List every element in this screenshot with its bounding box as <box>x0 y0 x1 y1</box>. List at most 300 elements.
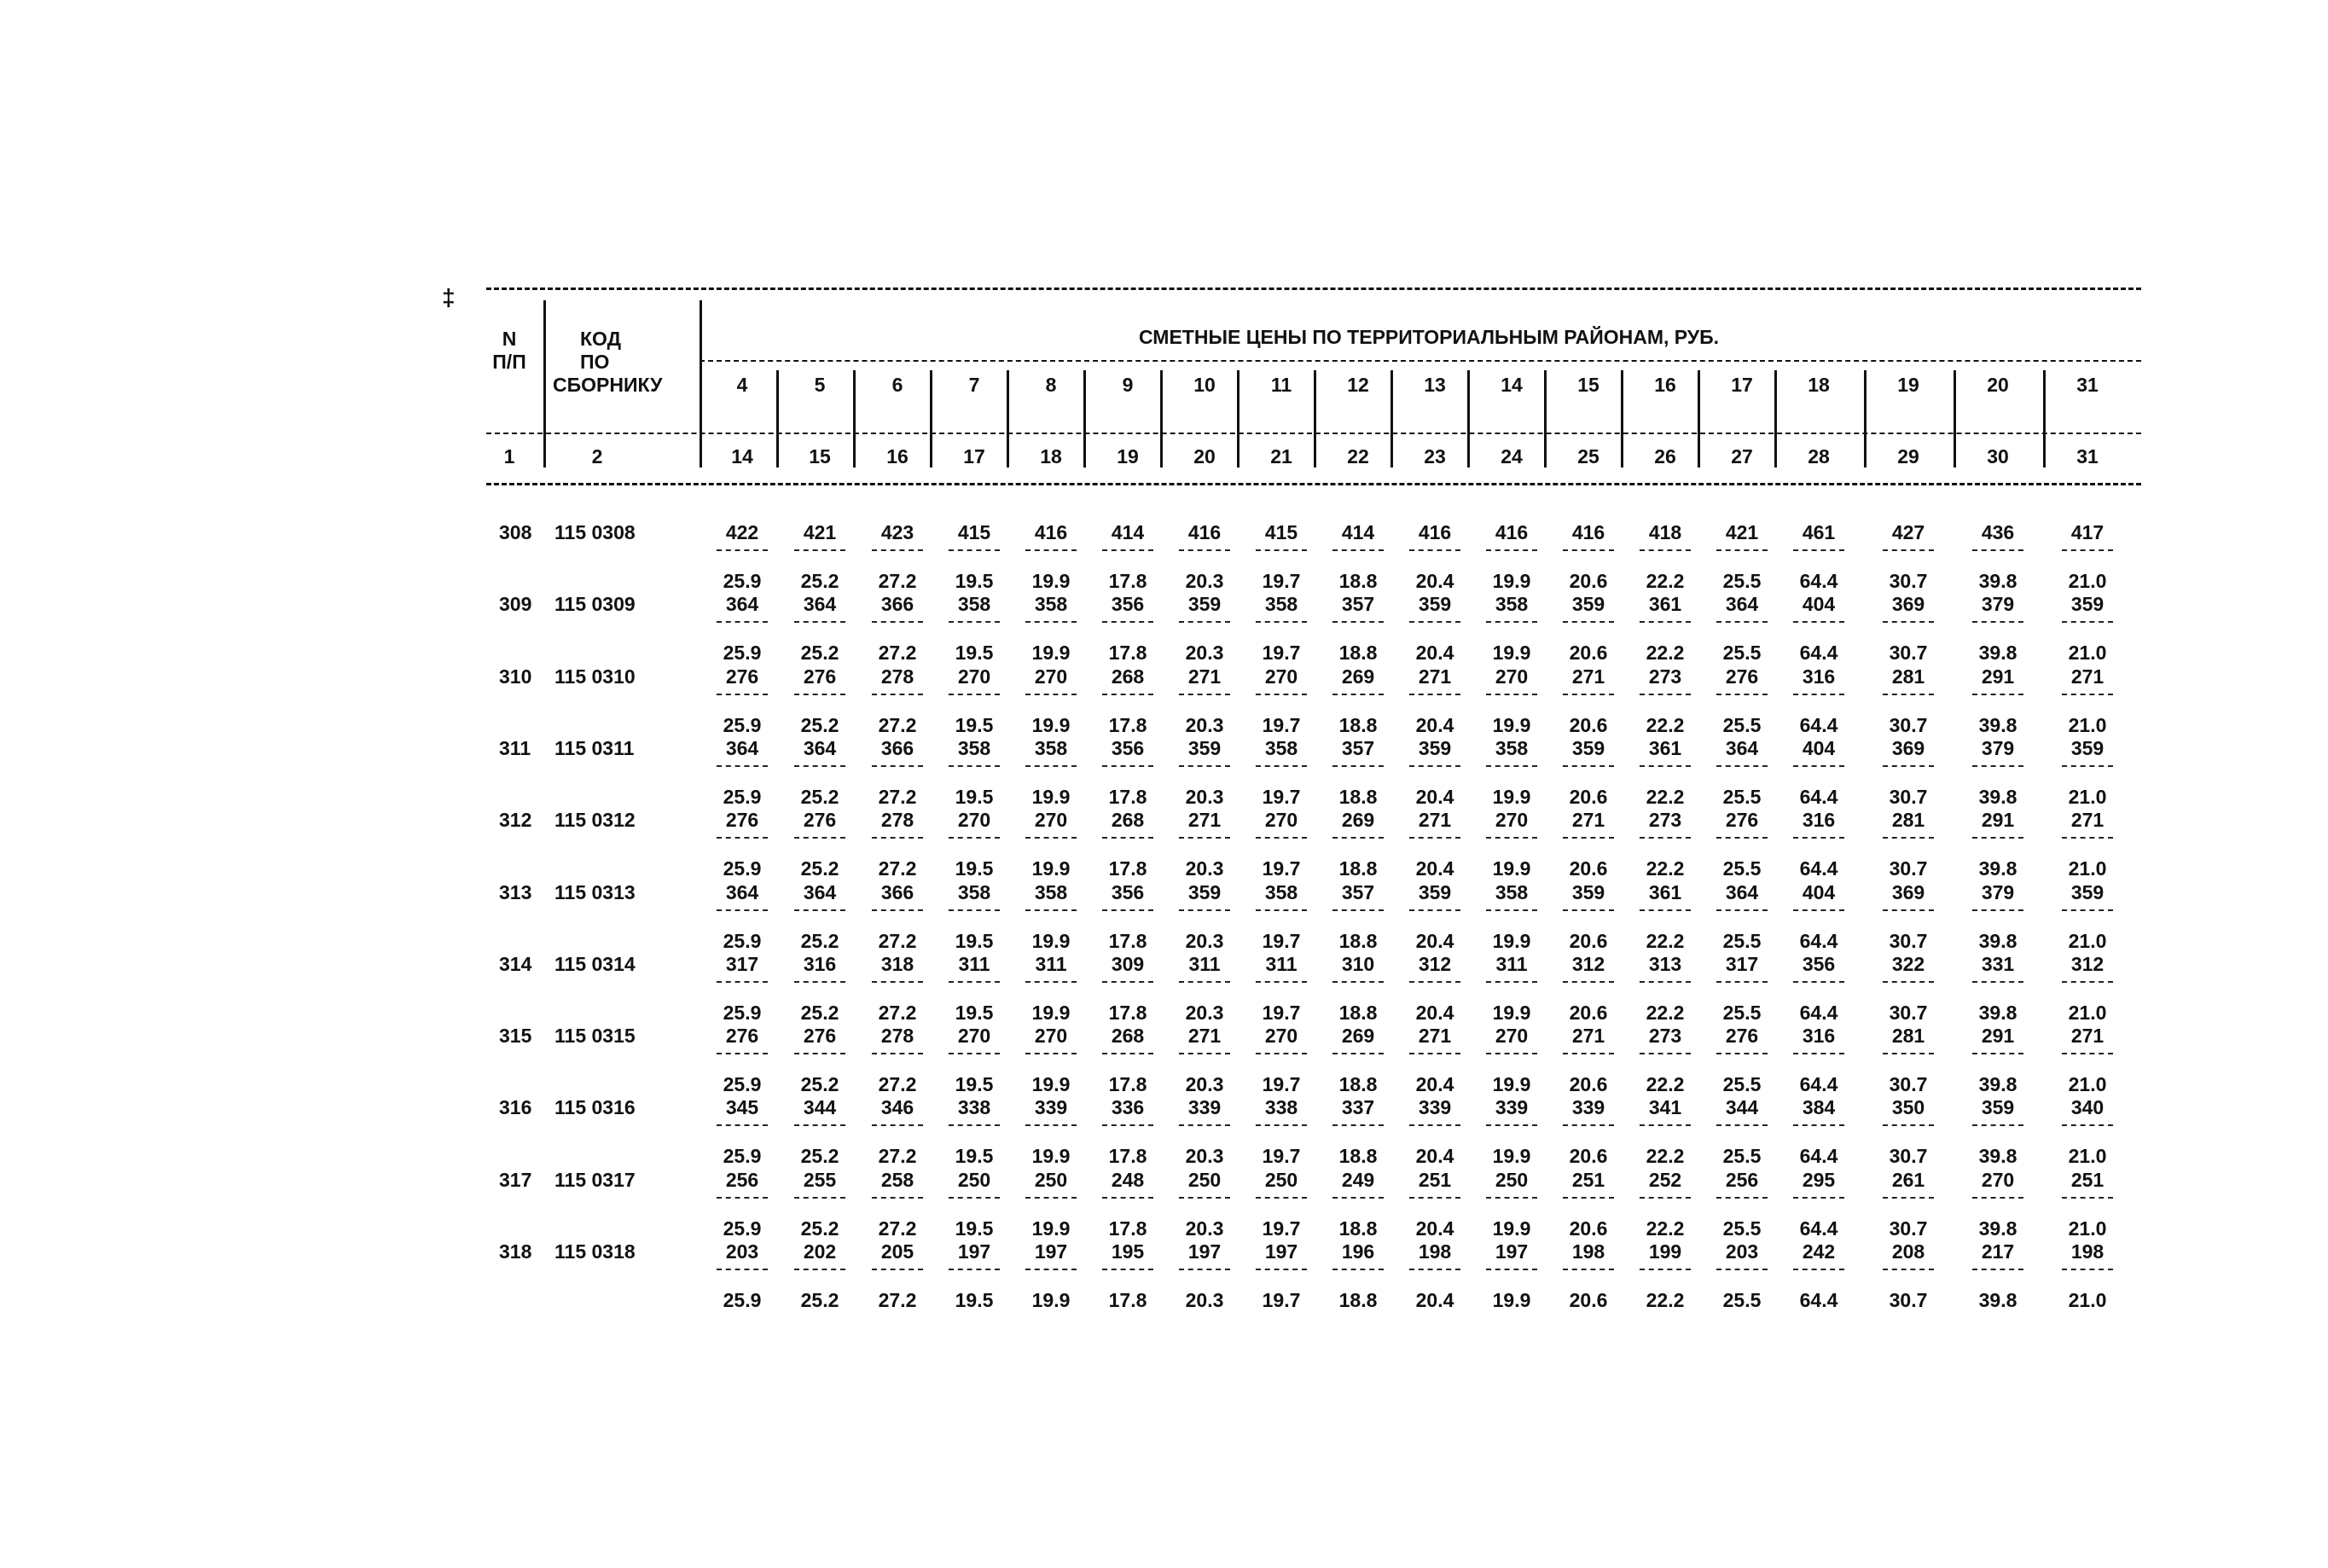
district-label: 16 <box>1654 374 1676 396</box>
price-value: 359 <box>2070 880 2104 903</box>
index-value: 22.2 <box>1646 1073 1685 1096</box>
fraction-dash <box>2062 765 2113 767</box>
fraction-dash <box>1256 1053 1307 1054</box>
price-value: 359 <box>1187 736 1222 759</box>
index-value: 20.6 <box>1569 857 1608 880</box>
index-label: 25 <box>1577 445 1599 467</box>
price-value: 366 <box>880 880 914 903</box>
fraction-dash <box>1486 1124 1537 1126</box>
index-value: 20.4 <box>1415 785 1454 808</box>
price-value: 384 <box>1802 1096 1836 1119</box>
price-value: 250 <box>1495 1168 1529 1191</box>
price-value: 278 <box>880 809 914 832</box>
price-value: 197 <box>1264 1240 1298 1263</box>
index-value: 19.9 <box>1031 1289 1071 1311</box>
index-value: 30.7 <box>1889 713 1928 736</box>
price-value: 364 <box>725 736 759 759</box>
price-value: 416 <box>1034 521 1068 543</box>
fraction-dash <box>1640 621 1691 623</box>
fraction-dash <box>1640 981 1691 983</box>
row-number: 315 <box>499 1025 532 1048</box>
fraction-dash <box>1256 1269 1307 1270</box>
fraction-dash <box>717 694 768 695</box>
index-value: 20.3 <box>1185 785 1224 808</box>
price-value: 276 <box>725 1025 759 1048</box>
index-value: 17.8 <box>1108 857 1147 880</box>
row-code: 115 0315 <box>554 1025 636 1048</box>
fraction-dash <box>1256 1197 1307 1199</box>
index-value: 21.0 <box>2068 1001 2107 1024</box>
index-value: 64.4 <box>1799 785 1838 808</box>
index-value: 20.4 <box>1415 570 1454 592</box>
price-value: 270 <box>1264 1025 1298 1048</box>
index-value: 19.5 <box>955 1001 994 1024</box>
price-value: 311 <box>1035 952 1067 975</box>
fraction-dash <box>794 765 845 767</box>
fraction-dash <box>1640 1124 1691 1126</box>
price-value: 311 <box>958 952 990 975</box>
price-value: 316 <box>1802 1025 1836 1048</box>
price-value: 271 <box>1418 665 1452 688</box>
index-label: 23 <box>1424 445 1446 467</box>
fraction-dash <box>717 1197 768 1199</box>
index-value: 27.2 <box>878 1217 917 1240</box>
price-value: 357 <box>1341 593 1375 616</box>
index-label: 28 <box>1808 445 1830 467</box>
price-value: 317 <box>725 952 759 975</box>
fraction-dash <box>1486 621 1537 623</box>
price-value: 356 <box>1111 880 1145 903</box>
index-value: 19.9 <box>1492 570 1531 592</box>
price-value: 339 <box>1187 1096 1222 1119</box>
district-vline <box>1314 370 1316 467</box>
fraction-dash <box>1563 1269 1614 1270</box>
index-label: 27 <box>1731 445 1753 467</box>
price-value: 364 <box>1725 736 1759 759</box>
index-value: 19.5 <box>955 1145 994 1168</box>
price-value: 313 <box>1648 952 1682 975</box>
price-value: 361 <box>1648 593 1682 616</box>
index-label: 18 <box>1040 445 1062 467</box>
fraction-dash <box>1179 1269 1230 1270</box>
price-value: 340 <box>2070 1096 2104 1119</box>
index-value: 21.0 <box>2068 713 2107 736</box>
fraction-dash <box>949 909 1000 911</box>
fraction-dash <box>1409 549 1460 551</box>
fraction-dash <box>2062 909 2113 911</box>
row-number: 317 <box>499 1168 532 1191</box>
fraction-dash <box>1563 909 1614 911</box>
fraction-dash <box>1972 981 2023 983</box>
index-value: 30.7 <box>1889 929 1928 952</box>
index-label: 24 <box>1501 445 1523 467</box>
district-vline <box>1774 370 1777 467</box>
index-value: 19.7 <box>1262 1217 1301 1240</box>
index-value: 20.3 <box>1185 1145 1224 1168</box>
row-number: 309 <box>499 593 532 616</box>
fraction-dash <box>949 1053 1000 1054</box>
fraction-dash <box>1256 765 1307 767</box>
fraction-dash <box>872 1124 923 1126</box>
fraction-dash <box>1025 1269 1077 1270</box>
fraction-dash <box>1793 1124 1844 1126</box>
header-vline-2 <box>700 300 702 467</box>
price-value: 312 <box>2070 952 2104 975</box>
index-value: 17.8 <box>1108 713 1147 736</box>
price-value: 311 <box>1265 952 1298 975</box>
price-value: 421 <box>1725 521 1759 543</box>
index-value: 20.4 <box>1415 857 1454 880</box>
index-value: 39.8 <box>1978 857 2017 880</box>
price-value: 415 <box>957 521 991 543</box>
fraction-dash <box>1793 621 1844 623</box>
price-value: 361 <box>1648 880 1682 903</box>
fraction-dash <box>1409 981 1460 983</box>
fraction-dash <box>1883 981 1934 983</box>
price-value: 366 <box>880 736 914 759</box>
header-vline-1 <box>543 300 546 467</box>
header-top-rule <box>486 287 2141 290</box>
district-label: 31 <box>2076 374 2099 396</box>
price-value: 358 <box>957 593 991 616</box>
fraction-dash <box>1409 694 1460 695</box>
index-value: 19.9 <box>1031 857 1071 880</box>
price-value: 271 <box>1571 665 1605 688</box>
fraction-dash <box>872 1197 923 1199</box>
fraction-dash <box>1409 1124 1460 1126</box>
fraction-dash <box>1563 694 1614 695</box>
index-value: 20.6 <box>1569 1217 1608 1240</box>
price-value: 337 <box>1341 1096 1375 1119</box>
index-value: 19.9 <box>1492 1145 1531 1168</box>
price-value: 364 <box>1725 880 1759 903</box>
district-label: 10 <box>1193 374 1216 396</box>
index-value: 22.2 <box>1646 1145 1685 1168</box>
index-value: 18.8 <box>1338 642 1378 665</box>
fraction-dash <box>1409 837 1460 839</box>
index-value: 19.5 <box>955 713 994 736</box>
index-value: 18.8 <box>1338 1073 1378 1096</box>
index-value: 21.0 <box>2068 642 2107 665</box>
index-value: 17.8 <box>1108 1145 1147 1168</box>
fraction-dash <box>1025 837 1077 839</box>
fraction-dash <box>1102 549 1153 551</box>
index-value: 17.8 <box>1108 1073 1147 1096</box>
index-value: 25.9 <box>723 785 762 808</box>
district-label: 5 <box>814 374 826 396</box>
price-value: 311 <box>1188 952 1221 975</box>
district-vline <box>1390 370 1393 467</box>
fraction-dash <box>1883 1053 1934 1054</box>
page-marker: ‡ <box>442 284 456 311</box>
district-vline <box>1083 370 1086 467</box>
fraction-dash <box>1256 1124 1307 1126</box>
price-value: 338 <box>1264 1096 1298 1119</box>
price-value: 358 <box>957 880 991 903</box>
index-value: 18.8 <box>1338 1289 1378 1311</box>
fraction-dash <box>1793 981 1844 983</box>
fraction-dash <box>1102 909 1153 911</box>
price-value: 346 <box>880 1096 914 1119</box>
index-value: 25.5 <box>1722 1073 1762 1096</box>
fraction-dash <box>1256 909 1307 911</box>
index-value: 19.9 <box>1031 1145 1071 1168</box>
price-value: 270 <box>1034 665 1068 688</box>
index-value: 30.7 <box>1889 785 1928 808</box>
price-value: 336 <box>1111 1096 1145 1119</box>
row-code: 115 0318 <box>554 1240 636 1263</box>
fraction-dash <box>794 1197 845 1199</box>
fraction-dash <box>1409 621 1460 623</box>
fraction-dash <box>1102 981 1153 983</box>
price-value: 276 <box>725 809 759 832</box>
index-value: 30.7 <box>1889 1217 1928 1240</box>
price-value: 364 <box>803 593 837 616</box>
price-value: 415 <box>1264 521 1298 543</box>
fraction-dash <box>1640 1197 1691 1199</box>
fraction-dash <box>1883 621 1934 623</box>
fraction-dash <box>949 621 1000 623</box>
fraction-dash <box>872 909 923 911</box>
index-value: 20.3 <box>1185 1289 1224 1311</box>
index-value: 21.0 <box>2068 929 2107 952</box>
index-value: 64.4 <box>1799 857 1838 880</box>
fraction-dash <box>1716 981 1768 983</box>
price-value: 311 <box>1495 952 1528 975</box>
index-value: 20.3 <box>1185 929 1224 952</box>
district-label: 9 <box>1122 374 1134 396</box>
fraction-dash <box>1486 694 1537 695</box>
fraction-dash <box>1640 1053 1691 1054</box>
fraction-dash <box>1563 981 1614 983</box>
district-vline <box>1954 370 1956 467</box>
price-value: 359 <box>1187 880 1222 903</box>
price-value: 291 <box>1981 809 2015 832</box>
index-value: 39.8 <box>1978 642 2017 665</box>
price-value: 364 <box>725 593 759 616</box>
index-value: 39.8 <box>1978 1073 2017 1096</box>
price-value: 316 <box>1802 809 1836 832</box>
fraction-dash <box>2062 694 2113 695</box>
price-value: 251 <box>1571 1168 1605 1191</box>
index-value: 18.8 <box>1338 785 1378 808</box>
price-value: 461 <box>1802 521 1836 543</box>
row-code: 115 0309 <box>554 593 636 616</box>
index-value: 20.6 <box>1569 1073 1608 1096</box>
index-value: 21.0 <box>2068 570 2107 592</box>
fraction-dash <box>1179 694 1230 695</box>
district-label: 11 <box>1270 374 1292 396</box>
index-value: 19.9 <box>1492 713 1531 736</box>
fraction-dash <box>717 765 768 767</box>
fraction-dash <box>1972 549 2023 551</box>
index-value: 18.8 <box>1338 857 1378 880</box>
price-value: 271 <box>2070 809 2104 832</box>
index-value: 19.7 <box>1262 570 1301 592</box>
price-value: 270 <box>957 1025 991 1048</box>
fraction-dash <box>794 1124 845 1126</box>
price-value: 273 <box>1648 809 1682 832</box>
price-value: 344 <box>1725 1096 1759 1119</box>
price-value: 217 <box>1981 1240 2015 1263</box>
index-value: 20.4 <box>1415 642 1454 665</box>
index-value: 20.4 <box>1415 929 1454 952</box>
fraction-dash <box>1793 549 1844 551</box>
fraction-dash <box>1102 621 1153 623</box>
price-value: 359 <box>1187 593 1222 616</box>
price-value: 322 <box>1891 952 1925 975</box>
price-value: 331 <box>1981 952 2015 975</box>
index-value: 20.4 <box>1415 713 1454 736</box>
index-value: 17.8 <box>1108 785 1147 808</box>
fraction-dash <box>872 1269 923 1270</box>
row-code: 115 0317 <box>554 1168 636 1191</box>
price-value: 255 <box>803 1168 837 1191</box>
fraction-dash <box>1563 1124 1614 1126</box>
header-code-label: КОД <box>580 328 622 350</box>
index-label: 20 <box>1193 445 1216 467</box>
fraction-dash <box>1332 1124 1384 1126</box>
price-value: 404 <box>1802 593 1836 616</box>
fraction-dash <box>1883 694 1934 695</box>
fraction-dash <box>1972 1197 2023 1199</box>
index-value: 64.4 <box>1799 1289 1838 1311</box>
index-value: 25.9 <box>723 642 762 665</box>
price-value: 197 <box>1034 1240 1068 1263</box>
index-value: 21.0 <box>2068 1217 2107 1240</box>
index-value: 19.5 <box>955 570 994 592</box>
fraction-dash <box>1716 1053 1768 1054</box>
fraction-dash <box>2062 1124 2113 1126</box>
index-value: 25.9 <box>723 1217 762 1240</box>
index-label: 14 <box>731 445 753 467</box>
index-value: 17.8 <box>1108 642 1147 665</box>
price-value: 250 <box>1264 1168 1298 1191</box>
district-label: 12 <box>1347 374 1369 396</box>
index-value: 39.8 <box>1978 1289 2017 1311</box>
index-value: 27.2 <box>878 1289 917 1311</box>
row-code: 115 0310 <box>554 665 636 688</box>
price-value: 278 <box>880 665 914 688</box>
index-value: 22.2 <box>1646 1289 1685 1311</box>
fraction-dash <box>1179 1197 1230 1199</box>
index-value: 19.7 <box>1262 1073 1301 1096</box>
fraction-dash <box>1025 765 1077 767</box>
fraction-dash <box>1640 1269 1691 1270</box>
index-value: 30.7 <box>1889 1289 1928 1311</box>
fraction-dash <box>1793 1053 1844 1054</box>
price-value: 317 <box>1725 952 1759 975</box>
index-value: 19.9 <box>1492 1217 1531 1240</box>
index-value: 25.5 <box>1722 570 1762 592</box>
header-title-rule <box>700 360 2141 362</box>
fraction-dash <box>1256 694 1307 695</box>
row-number: 316 <box>499 1096 532 1119</box>
index-value: 20.3 <box>1185 570 1224 592</box>
price-value: 196 <box>1341 1240 1375 1263</box>
index-value: 19.9 <box>1031 713 1071 736</box>
district-label: 6 <box>891 374 903 396</box>
price-value: 198 <box>1418 1240 1452 1263</box>
price-value: 341 <box>1648 1096 1682 1119</box>
district-vline <box>2043 370 2046 467</box>
district-vline <box>1621 370 1623 467</box>
fraction-dash <box>1972 765 2023 767</box>
fraction-dash <box>1409 1197 1460 1199</box>
index-value: 19.5 <box>955 785 994 808</box>
index-value: 64.4 <box>1799 570 1838 592</box>
price-value: 414 <box>1111 521 1145 543</box>
fraction-dash <box>1179 981 1230 983</box>
index-value: 19.5 <box>955 857 994 880</box>
fraction-dash <box>1409 765 1460 767</box>
index-label: 26 <box>1654 445 1676 467</box>
price-value: 417 <box>2070 521 2104 543</box>
index-value: 64.4 <box>1799 1073 1838 1096</box>
price-value: 358 <box>1264 736 1298 759</box>
index-value: 27.2 <box>878 929 917 952</box>
index-value: 22.2 <box>1646 642 1685 665</box>
index-value: 27.2 <box>878 1073 917 1096</box>
index-value: 19.9 <box>1031 785 1071 808</box>
fraction-dash <box>1563 621 1614 623</box>
index-value: 21.0 <box>2068 785 2107 808</box>
index-value: 22.2 <box>1646 785 1685 808</box>
fraction-dash <box>2062 549 2113 551</box>
fraction-dash <box>1793 837 1844 839</box>
price-value: 271 <box>1187 1025 1222 1048</box>
fraction-dash <box>1793 909 1844 911</box>
price-value: 359 <box>1571 880 1605 903</box>
price-value: 379 <box>1981 736 2015 759</box>
fraction-dash <box>1332 1269 1384 1270</box>
index-value: 25.2 <box>800 929 839 952</box>
index-value: 39.8 <box>1978 1217 2017 1240</box>
price-value: 268 <box>1111 809 1145 832</box>
price-value: 203 <box>725 1240 759 1263</box>
index-value: 39.8 <box>1978 929 2017 952</box>
index-value: 19.5 <box>955 1073 994 1096</box>
price-value: 271 <box>1187 809 1222 832</box>
index-value: 19.9 <box>1492 857 1531 880</box>
fraction-dash <box>1716 549 1768 551</box>
district-vline <box>1160 370 1163 467</box>
price-value: 270 <box>957 809 991 832</box>
price-value: 427 <box>1891 521 1925 543</box>
fraction-dash <box>1640 909 1691 911</box>
price-value: 268 <box>1111 665 1145 688</box>
index-value: 20.3 <box>1185 1001 1224 1024</box>
index-value: 17.8 <box>1108 1289 1147 1311</box>
price-value: 422 <box>725 521 759 543</box>
index-value: 19.5 <box>955 642 994 665</box>
index-value: 19.9 <box>1492 785 1531 808</box>
price-value: 361 <box>1648 736 1682 759</box>
index-value: 18.8 <box>1338 929 1378 952</box>
index-value: 25.2 <box>800 857 839 880</box>
price-value: 316 <box>803 952 837 975</box>
index-label: 19 <box>1117 445 1139 467</box>
fraction-dash <box>872 1053 923 1054</box>
header-pp-label: П/П <box>492 351 526 373</box>
index-value: 27.2 <box>878 857 917 880</box>
row-number: 310 <box>499 665 532 688</box>
price-value: 356 <box>1802 952 1836 975</box>
fraction-dash <box>872 549 923 551</box>
index-value: 20.4 <box>1415 1073 1454 1096</box>
fraction-dash <box>1256 549 1307 551</box>
index-value: 19.7 <box>1262 1145 1301 1168</box>
